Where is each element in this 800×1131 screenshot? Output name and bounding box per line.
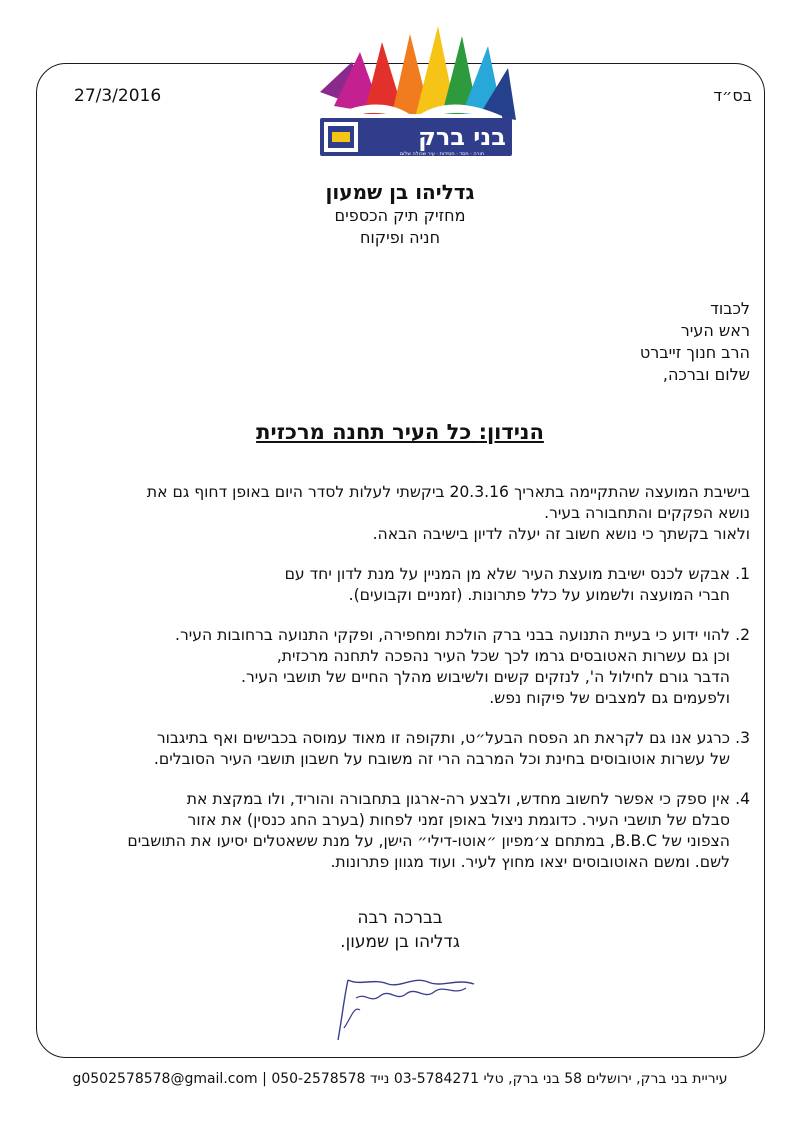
bsd-mark: בס״ד <box>713 86 752 105</box>
subject-text: כל העיר תחנה מרכזית <box>256 420 479 444</box>
sender-block <box>0 180 800 249</box>
closing-name: גדליהו בן שמעון. <box>340 932 460 952</box>
closing-block <box>0 906 800 954</box>
list-item <box>50 564 750 606</box>
logo-tagline: תורה · חסד · חסידות · עיר שכולה שלום <box>399 151 485 157</box>
logo-text: בני ברק <box>418 123 506 151</box>
list-item-line: חברי המועצה ולשמוע על כלל פתרונות. (זמניים וקבועים). <box>348 586 730 604</box>
list-item <box>50 728 750 770</box>
recipient-honorific: לכבוד <box>710 299 750 318</box>
intro-line-2: נושא הפקקים והתחבורה בעיר. <box>544 504 750 522</box>
list-item-line: הצפוני של B.B.C, במתחם צ׳מפיון ״אוטו-דילי״ הישן, על מנת ששאטלים יסיעו את התושבים <box>127 832 730 850</box>
list-item-number: 4. <box>735 790 750 808</box>
bnei-brak-logo <box>312 22 518 158</box>
list-item-line: הדבר גורם לחילול ה', לנזקים קשים ולשיבוש מהלך החיים של תושבי העיר. <box>241 668 730 686</box>
letter-date: 27/3/2016 <box>74 86 162 106</box>
recipient-title: ראש העיר <box>680 321 750 340</box>
handwritten-signature <box>330 958 480 1046</box>
list-item-number: 2. <box>735 626 750 644</box>
recipient-greeting: שלום וברכה, <box>662 365 750 384</box>
list-item-line: להוי ידוע כי בעיית התנועה בבני ברק הולכת ומחפירה, ופקקי התנועה ברחובות העיר. <box>175 626 730 644</box>
sender-role-parking: חניה ופיקוח <box>359 228 441 247</box>
list-item-line: לשם. ומשם האוטובוסים יצאו מחוץ לעיר. ועוד מגוון פתרונות. <box>330 853 730 871</box>
list-item-line: כרגע אנו גם לקראת חג הפסח הבעל״ט, ותקופה זו מאוד עמוסה בכבישים ואף בתיגבור <box>156 729 730 747</box>
list-item-line: של עשרות אוטובוסים בחינת וכל המרבה הרי זה משובח על חשבון תושבי העיר הסובלים. <box>153 750 730 768</box>
sender-name: גדליהו בן שמעון <box>325 180 475 204</box>
list-item-line: אין ספק כי אפשר לחשוב מחדש, ולבצע רה-ארגון בתחבורה והוריד, ולו במקצת את <box>186 790 730 808</box>
list-item-line: ולפעמים גם למצבים של פיקוח נפש. <box>489 689 730 707</box>
subject-prefix: הנידון: <box>478 420 544 444</box>
list-item <box>50 625 750 709</box>
recipient-block <box>640 298 750 386</box>
sender-role-finance: מחזיק תיק הכספים <box>334 206 466 225</box>
list-item-line: סבלם של תושבי העיר. כדוגמת ניצול באופן זמני לפחות (בערב החג כנסין) את אזור <box>187 811 730 829</box>
list-item <box>50 789 750 873</box>
list-item-number: 3. <box>735 729 750 747</box>
intro-line-3: ולאור בקשתך כי נושא חשוב זה יעלה לדיון בישיבה הבאה. <box>372 525 750 543</box>
closing-blessing: בברכה רבה <box>357 908 443 928</box>
list-item-number: 1. <box>735 565 750 583</box>
footer-contact: עיריית בני ברק, ירושלים 58 בני ברק, טלי 03-5784271 נייד 050-2578578 | g0502578578@gmail.com <box>72 1071 728 1087</box>
list-item-line: אבקש לכנס ישיבת מועצת העיר שלא מן המניין על מנת לדון יחד עם <box>284 565 730 583</box>
subject-line <box>0 420 800 444</box>
recipient-name: הרב חנוך זייברט <box>639 343 750 362</box>
intro-line-1: בישיבת המועצה שהתקיימה בתאריך 20.3.16 ביקשתי לעלות לסדר היום באופן דחוף גם את <box>146 483 750 501</box>
list-item-line: וכן גם עשרות האטובסים גרמו לכך שכל העיר נהפכה לתחנה מרכזית, <box>276 647 730 665</box>
letter-body <box>50 482 750 873</box>
